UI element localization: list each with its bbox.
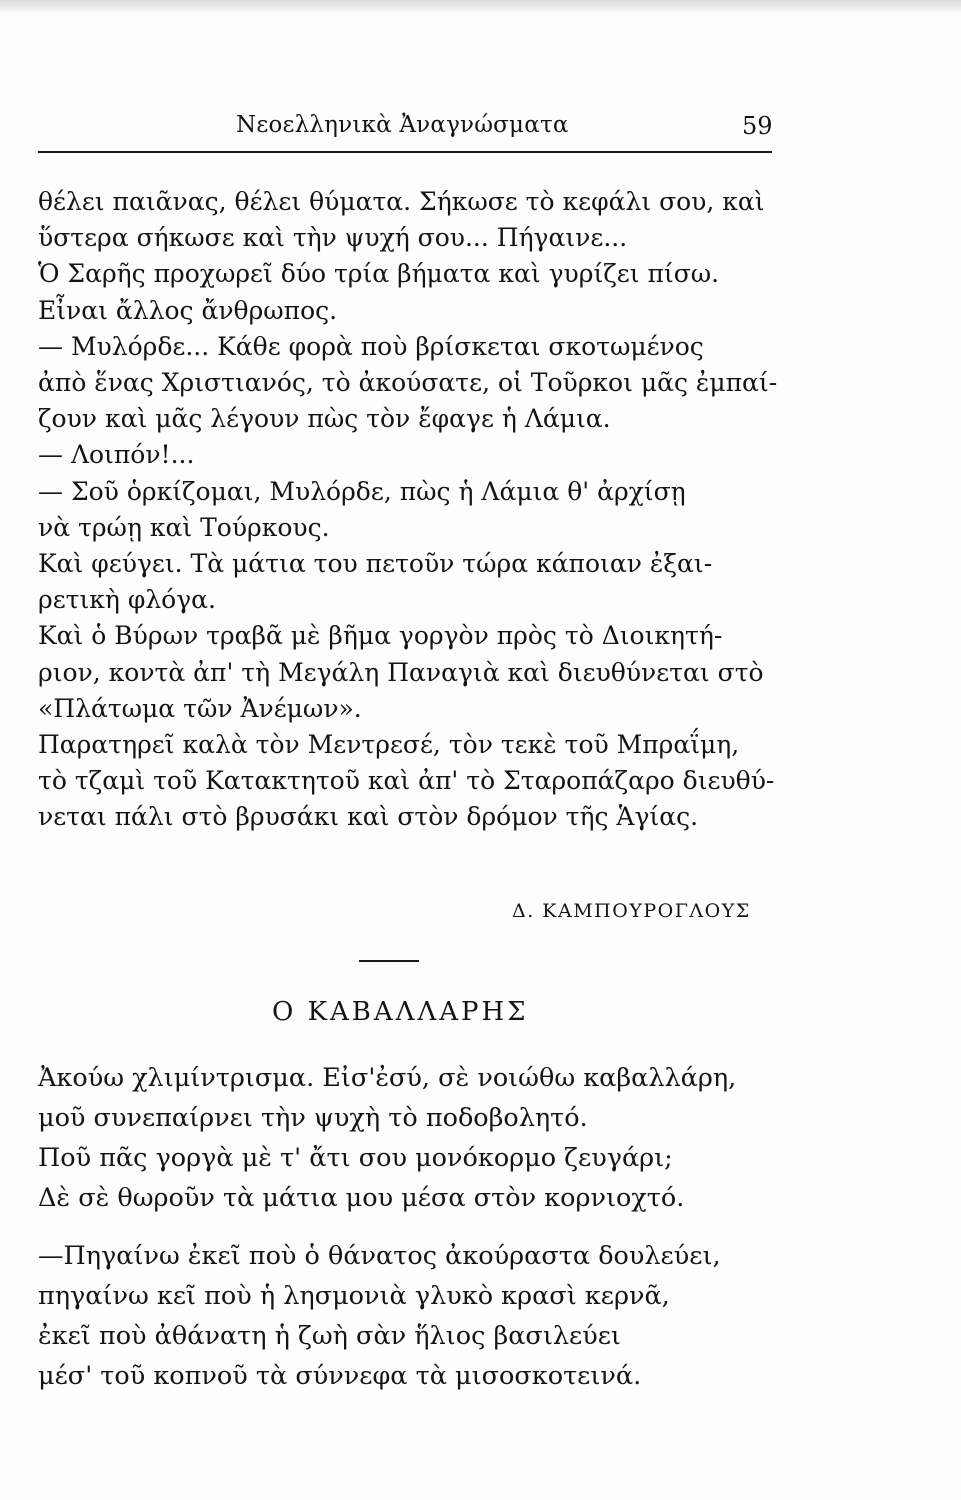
prose-line: Καὶ φεύγει. Τὰ μάτια του πετοῦν τώρα κάποιαν ἐξαι- [38, 549, 713, 579]
prose-line: — Σοῦ ὁρκίζομαι, Μυλόρδε, πὼς ἡ Λάμια θ' ἀρχίσῃ [38, 476, 686, 506]
verse-line: μέσ' τοῦ κοπνοῦ τὰ σύννεφα τὰ μισοσκοτεινά. [38, 1361, 642, 1391]
verse-line: Ἀκούω χλιμίντρισμα. Εἰσ'ἐσύ, σὲ νοιώθω καβαλλάρη, [38, 1063, 737, 1093]
prose-line: Εἶναι ἄλλος ἄνθρωπος. [38, 295, 338, 325]
verse-line: —Πηγαίνω ἐκεῖ ποὺ ὁ θάνατος ἀκούραστα δουλεύει, [38, 1241, 721, 1271]
verse-line: πηγαίνω κεῖ ποὺ ἡ λησμονιὰ γλυκὸ κρασὶ κερνᾶ, [38, 1281, 670, 1311]
prose-line: νὰ τρώῃ καὶ Τούρκους. [38, 512, 330, 542]
prose-line: ρετικὴ φλόγα. [38, 585, 217, 615]
prose-line: Καὶ ὁ Βύρων τραβᾶ μὲ βῆμα γοργὸν πρὸς τὸ Διοικητή- [38, 621, 723, 651]
prose-line: «Πλάτωμα τῶν Ἀνέμων». [38, 693, 362, 723]
verse-line: Ποῦ πᾶς γοργὰ μὲ τ' ἄτι σου μονόκορμο ζευγάρι; [38, 1143, 673, 1173]
prose-line: — Μυλόρδε... Κάθε φορὰ ποὺ βρίσκεται σκοτωμένος [38, 331, 704, 361]
verse-line: μοῦ συνεπαίρνει τὴν ψυχὴ τὸ ποδοβολητό. [38, 1103, 588, 1133]
prose-line: Παρατηρεῖ καλὰ τὸν Μεντρεσέ, τὸν τεκὲ τοῦ Μπραΐμη, [38, 730, 740, 760]
prose-line: νεται πάλι στὸ βρυσάκι καὶ στὸν δρόμον τῆς Ἁγίας. [38, 802, 699, 832]
scan-edge-shade [0, 0, 961, 14]
prose-line: ριον, κοντὰ ἀπ' τὴ Μεγάλη Παναγιὰ καὶ διευθύνεται στὸ [38, 657, 764, 687]
verse-line: ἐκεῖ ποὺ ἀθάνατη ἡ ζωὴ σὰν ἥλιος βασιλεύει [38, 1321, 621, 1351]
prose-text [38, 184, 778, 836]
prose-line: ὕστερα σήκωσε καὶ τὴν ψυχή σου... Πήγαινε... [38, 223, 628, 253]
prose-line: ζουν καὶ μᾶς λέγουν πὼς τὸν ἔφαγε ἡ Λάμια. [38, 404, 611, 434]
poem-stanza-1 [38, 1058, 778, 1218]
running-title: Νεοελληνικὰ Ἀναγνώσματα [236, 112, 569, 138]
prose-line: — Λοιπόν!... [38, 440, 195, 470]
header-rule [38, 151, 772, 153]
prose-line: θέλει παιᾶνας, θέλει θύματα. Σήκωσε τὸ κεφάλι σου, καὶ [38, 187, 765, 216]
page-number: 59 [742, 112, 773, 140]
verse-line: Δὲ σὲ θωροῦν τὰ μάτια μου μέσα στὸν κορνιοχτό. [38, 1183, 685, 1213]
poem-stanza-2 [38, 1236, 778, 1396]
prose-line: τὸ τζαμὶ τοῦ Κατακτητοῦ καὶ ἀπ' τὸ Σταροπάζαρο διευθύ- [38, 766, 775, 796]
prose-line: ἀπὸ ἕνας Χριστιανός, τὸ ἀκούσατε, οἱ Τοῦρκοι μᾶς ἐμπαί- [38, 368, 778, 398]
section-divider [359, 960, 419, 962]
author-signature: Δ. ΚΑΜΠΟΥΡΟΓΛΟΥΣ [512, 900, 751, 922]
prose-line: Ὁ Σαρῆς προχωρεῖ δύο τρία βήματα καὶ γυρίζει πίσω. [38, 259, 720, 289]
poem-title: Ο ΚΑΒΑΛΛΑΡΗΣ [272, 997, 529, 1027]
